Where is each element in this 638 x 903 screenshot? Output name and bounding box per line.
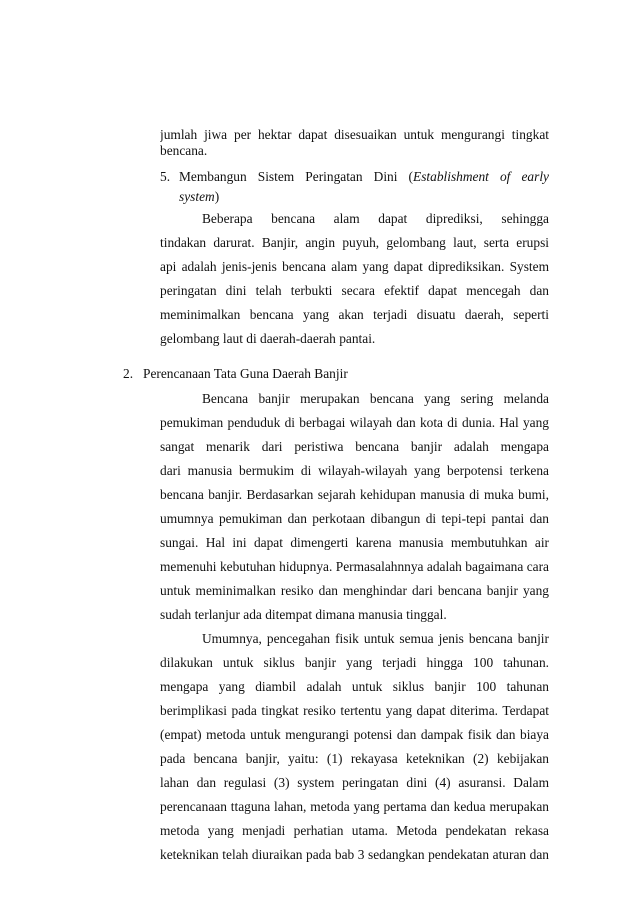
body-text-line: meminimalkan bencana yang akan terjadi disuatu daerah, seperti bbox=[160, 307, 549, 322]
body-text-line: memenuhi kebutuhan hidupnya. Permasalahnnya adalah bagaimana cara bbox=[160, 559, 549, 574]
body-text-line: tindakan darurat. Banjir, angin puyuh, gelombang laut, serta erupsi bbox=[160, 235, 549, 250]
body-text-line: sangat menarik dari peristiwa bencana banjir adalah mengapa bbox=[160, 439, 549, 454]
list-number: 5. bbox=[160, 169, 171, 184]
body-text-line: pemukiman penduduk di berbagai wilayah dan kota di dunia. Hal yang bbox=[160, 415, 549, 430]
body-text-line: Beberapa bencana alam dapat diprediksi, sehingga bbox=[202, 211, 549, 226]
body-text-line: dari manusia bermukim di wilayah-wilayah yang berpotensi terkena bbox=[160, 463, 549, 478]
body-text-line: sungai. Hal ini dapat dimengerti karena manusia membutuhkan air bbox=[160, 535, 549, 550]
body-text-line: dilakukan untuk siklus banjir yang terjadi hingga 100 tahunan. bbox=[160, 655, 549, 670]
list-item-title bbox=[179, 169, 549, 185]
section-number: 2. bbox=[123, 366, 134, 381]
body-text-line: sudah terlanjur ada ditempat dimana manusia tinggal. bbox=[160, 607, 447, 622]
title-italic: system bbox=[179, 189, 215, 204]
body-text-line: pada bencana banjir, yaitu: (1) rekayasa keteknikan (2) kebijakan bbox=[160, 751, 549, 766]
body-text-line: keteknikan telah diuraikan pada bab 3 sedangkan pendekatan aturan dan bbox=[160, 847, 549, 862]
body-text-line: Bencana banjir merupakan bencana yang sering melanda bbox=[202, 391, 549, 406]
body-text-line: bencana banjir. Berdasarkan sejarah kehidupan manusia di muka bumi, bbox=[160, 487, 549, 502]
title-italic: Establishment of early bbox=[413, 169, 549, 184]
body-text-line: (empat) metoda untuk mengurangi potensi dan dampak fisik dan biaya bbox=[160, 727, 549, 742]
list-item-title-cont bbox=[179, 189, 219, 205]
body-text-line: gelombang laut di daerah-daerah pantai. bbox=[160, 331, 376, 346]
body-text-line: peringatan dini telah terbukti secara efektif dapat mencegah dan bbox=[160, 283, 549, 298]
body-text-line: mengapa yang diambil adalah untuk siklus banjir 100 tahunan bbox=[160, 679, 549, 694]
body-text-line: lahan dan regulasi (3) system peringatan dini (4) asuransi. Dalam bbox=[160, 775, 549, 790]
body-text-line: untuk meminimalkan resiko dan menghindar dari bencana banjir yang bbox=[160, 583, 549, 598]
title-prefix: Membangun Sistem Peringatan Dini ( bbox=[179, 169, 414, 184]
body-text-line: metoda yang menjadi perhatian utama. Metoda pendekatan rekasa bbox=[160, 823, 549, 838]
body-text-line: Umumnya, pencegahan fisik untuk semua jenis bencana banjir bbox=[202, 631, 549, 646]
body-text-line: jumlah jiwa per hektar dapat disesuaikan untuk mengurangi tingkat bbox=[160, 127, 549, 142]
section-title: Perencanaan Tata Guna Daerah Banjir bbox=[143, 366, 348, 381]
body-text-line: perencanaan ttaguna lahan, metoda yang pertama dan kedua merupakan bbox=[160, 799, 549, 814]
body-text-line: berimplikasi pada tingkat resiko tertentu yang dapat diterima. Terdapat bbox=[160, 703, 549, 718]
body-text-line: umumnya pemukiman dan perkotaan dibangun di tepi-tepi pantai dan bbox=[160, 511, 549, 526]
body-text-line: api adalah jenis-jenis bencana alam yang dapat diprediksikan. System bbox=[160, 259, 549, 274]
title-suffix: ) bbox=[214, 189, 220, 204]
body-text-line: bencana. bbox=[160, 143, 208, 158]
